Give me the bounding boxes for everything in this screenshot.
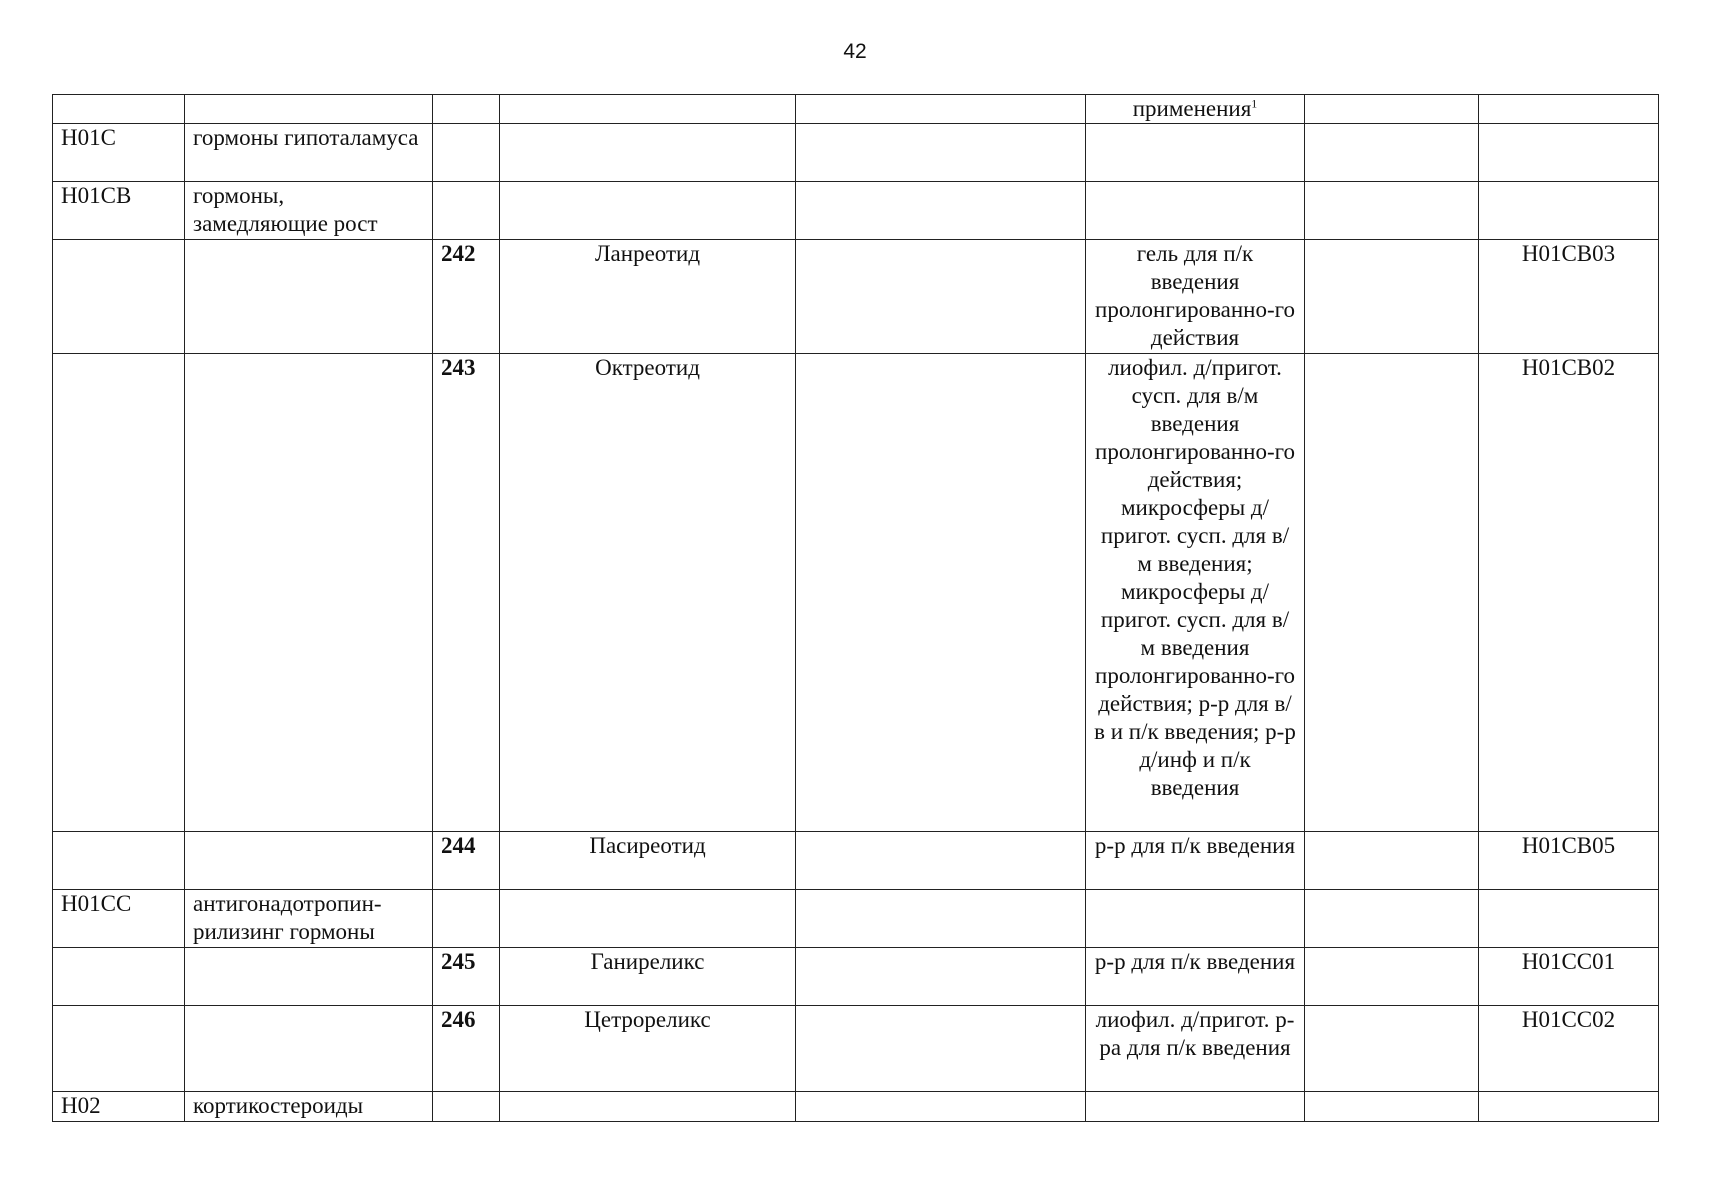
blank-cell	[796, 1006, 1086, 1092]
blank-cell	[796, 182, 1086, 240]
header-cell-atc	[1479, 95, 1659, 124]
blank-cell	[1305, 182, 1479, 240]
table-row	[53, 182, 1659, 240]
blank-cell	[796, 832, 1086, 890]
blank-cell	[1305, 1092, 1479, 1122]
drug-name	[500, 1092, 796, 1122]
drug-name	[500, 124, 796, 182]
row-number	[433, 182, 500, 240]
table-row	[53, 1092, 1659, 1122]
drug-name: Пасиреотид	[500, 832, 796, 890]
drug-name: Октреотид	[500, 354, 796, 832]
blank-cell	[796, 1092, 1086, 1122]
group-name	[185, 354, 433, 832]
atc-code	[1479, 1092, 1659, 1122]
atc-group-code	[53, 948, 185, 1006]
table-row	[53, 240, 1659, 354]
atc-code: H01CB03	[1479, 240, 1659, 354]
header-cell-group	[185, 95, 433, 124]
row-number: 244	[433, 832, 500, 890]
drug-name	[500, 182, 796, 240]
group-name: антигонадотропин-рилизинг гормоны	[185, 890, 433, 948]
blank-cell	[796, 354, 1086, 832]
header-cell-num	[433, 95, 500, 124]
atc-code: H01CB05	[1479, 832, 1659, 890]
blank-cell	[1305, 354, 1479, 832]
table-row	[53, 948, 1659, 1006]
dosage-form: р-р для п/к введения	[1086, 832, 1305, 890]
table-row	[53, 354, 1659, 832]
row-number: 245	[433, 948, 500, 1006]
group-name	[185, 832, 433, 890]
header-cell-drug	[500, 95, 796, 124]
drug-name: Ланреотид	[500, 240, 796, 354]
blank-cell	[1305, 124, 1479, 182]
dosage-form	[1086, 182, 1305, 240]
header-cell-code	[53, 95, 185, 124]
dosage-form	[1086, 1092, 1305, 1122]
table-row	[53, 890, 1659, 948]
atc-group-code: H01C	[53, 124, 185, 182]
blank-cell	[1305, 890, 1479, 948]
table-row	[53, 1006, 1659, 1092]
group-name	[185, 948, 433, 1006]
atc-code: H01CB02	[1479, 354, 1659, 832]
atc-group-code	[53, 832, 185, 890]
header-form-footnote: 1	[1251, 96, 1258, 111]
row-number: 243	[433, 354, 500, 832]
dosage-form: лиофил. д/пригот. р-ра для п/к введения	[1086, 1006, 1305, 1092]
dosage-form: лиофил. д/пригот. сусп. для в/м введения пролонгированно-го действия; микросферы д/пригот. сусп. для в/м введения; микросферы д/пригот. сусп. для в/м введения пролонгированно-го действия; р-р для в/в и п/к введения; р-р д/инф и п/к введения	[1086, 354, 1305, 832]
table-row	[53, 832, 1659, 890]
dosage-form: р-р для п/к введения	[1086, 948, 1305, 1006]
group-name: кортикостероиды	[185, 1092, 433, 1122]
atc-group-code: H01CC	[53, 890, 185, 948]
header-form-label: применения	[1132, 96, 1252, 121]
header-cell-blank	[796, 95, 1086, 124]
blank-cell	[1305, 1006, 1479, 1092]
atc-group-code: H01CB	[53, 182, 185, 240]
page-number: 42	[843, 40, 867, 63]
header-cell-extra	[1305, 95, 1479, 124]
group-name	[185, 1006, 433, 1092]
drug-table	[52, 94, 1659, 1122]
blank-cell	[1305, 832, 1479, 890]
drug-name: Цетрореликс	[500, 1006, 796, 1092]
drug-name	[500, 890, 796, 948]
group-name	[185, 240, 433, 354]
atc-group-code: H02	[53, 1092, 185, 1122]
dosage-form	[1086, 124, 1305, 182]
row-number	[433, 890, 500, 948]
row-number	[433, 1092, 500, 1122]
dosage-form: гель для п/к введения пролонгированно-го действия	[1086, 240, 1305, 354]
blank-cell	[796, 890, 1086, 948]
blank-cell	[796, 124, 1086, 182]
atc-code: H01CC01	[1479, 948, 1659, 1006]
row-number	[433, 124, 500, 182]
group-name: гормоны гипоталамуса	[185, 124, 433, 182]
table-header-row	[53, 95, 1659, 124]
header-cell-form	[1086, 95, 1305, 124]
atc-code: H01CC02	[1479, 1006, 1659, 1092]
dosage-form	[1086, 890, 1305, 948]
row-number: 242	[433, 240, 500, 354]
drug-name: Ганиреликс	[500, 948, 796, 1006]
blank-cell	[796, 240, 1086, 354]
row-number: 246	[433, 1006, 500, 1092]
atc-group-code	[53, 354, 185, 832]
atc-group-code	[53, 1006, 185, 1092]
atc-code	[1479, 182, 1659, 240]
blank-cell	[1305, 948, 1479, 1006]
atc-group-code	[53, 240, 185, 354]
table-row	[53, 124, 1659, 182]
blank-cell	[796, 948, 1086, 1006]
group-name: гормоны, замедляющие рост	[185, 182, 433, 240]
atc-code	[1479, 124, 1659, 182]
blank-cell	[1305, 240, 1479, 354]
atc-code	[1479, 890, 1659, 948]
